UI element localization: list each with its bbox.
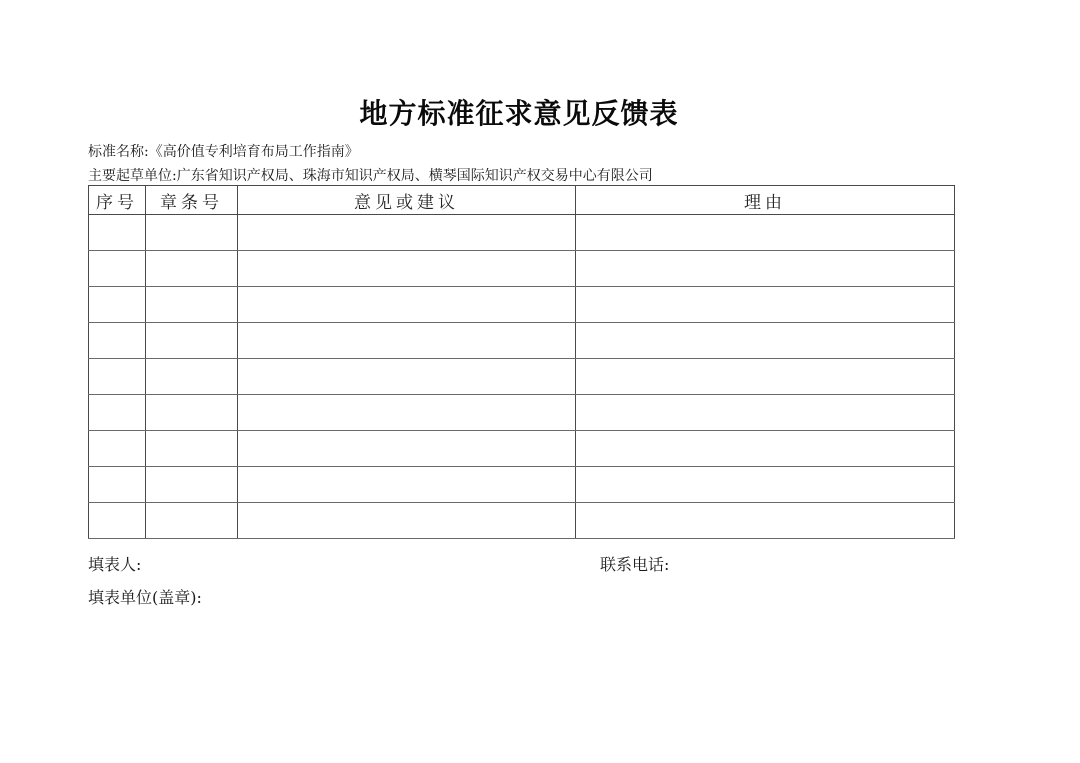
cell-serial-number[interactable] (89, 395, 146, 431)
unit-label: 填表单位(盖章): (88, 588, 202, 607)
cell-clause-number[interactable] (146, 467, 238, 503)
table-row (89, 431, 955, 467)
cell-reason[interactable] (576, 215, 955, 251)
cell-opinion[interactable] (238, 503, 576, 539)
table-row (89, 467, 955, 503)
cell-reason[interactable] (576, 431, 955, 467)
cell-opinion[interactable] (238, 215, 576, 251)
header-serial-number: 序号 (89, 186, 146, 215)
cell-reason[interactable] (576, 467, 955, 503)
cell-opinion[interactable] (238, 323, 576, 359)
table-row (89, 359, 955, 395)
table-row (89, 323, 955, 359)
table-row (89, 503, 955, 539)
cell-reason[interactable] (576, 287, 955, 323)
cell-reason[interactable] (576, 323, 955, 359)
table-row (89, 287, 955, 323)
standard-name-line: 标准名称:《高价值专利培育布局工作指南》 (88, 144, 359, 160)
cell-opinion[interactable] (238, 287, 576, 323)
drafting-units-line: 主要起草单位:广东省知识产权局、珠海市知识产权局、横琴国际知识产权交易中心有限公司 (88, 168, 653, 184)
cell-opinion[interactable] (238, 359, 576, 395)
cell-clause-number[interactable] (146, 323, 238, 359)
filler-label: 填表人: (88, 555, 142, 574)
header-opinion: 意见或建议 (238, 186, 576, 215)
cell-clause-number[interactable] (146, 395, 238, 431)
cell-clause-number[interactable] (146, 251, 238, 287)
cell-clause-number[interactable] (146, 431, 238, 467)
header-reason: 理由 (576, 186, 955, 215)
cell-clause-number[interactable] (146, 359, 238, 395)
table-row (89, 215, 955, 251)
feedback-table-header (89, 186, 955, 215)
table-row (89, 251, 955, 287)
cell-serial-number[interactable] (89, 215, 146, 251)
cell-serial-number[interactable] (89, 431, 146, 467)
cell-opinion[interactable] (238, 467, 576, 503)
phone-label: 联系电话: (600, 555, 670, 574)
table-row (89, 395, 955, 431)
cell-reason[interactable] (576, 251, 955, 287)
header-clause-number: 章条号 (146, 186, 238, 215)
cell-opinion[interactable] (238, 395, 576, 431)
cell-serial-number[interactable] (89, 359, 146, 395)
cell-clause-number[interactable] (146, 215, 238, 251)
feedback-table-body (89, 215, 955, 539)
cell-clause-number[interactable] (146, 287, 238, 323)
cell-reason[interactable] (576, 395, 955, 431)
cell-reason[interactable] (576, 503, 955, 539)
cell-serial-number[interactable] (89, 251, 146, 287)
cell-opinion[interactable] (238, 431, 576, 467)
cell-serial-number[interactable] (89, 323, 146, 359)
feedback-table (88, 185, 955, 539)
cell-serial-number[interactable] (89, 503, 146, 539)
cell-serial-number[interactable] (89, 467, 146, 503)
document-title: 地方标准征求意见反馈表 (359, 97, 679, 130)
cell-clause-number[interactable] (146, 503, 238, 539)
cell-serial-number[interactable] (89, 287, 146, 323)
cell-reason[interactable] (576, 359, 955, 395)
cell-opinion[interactable] (238, 251, 576, 287)
